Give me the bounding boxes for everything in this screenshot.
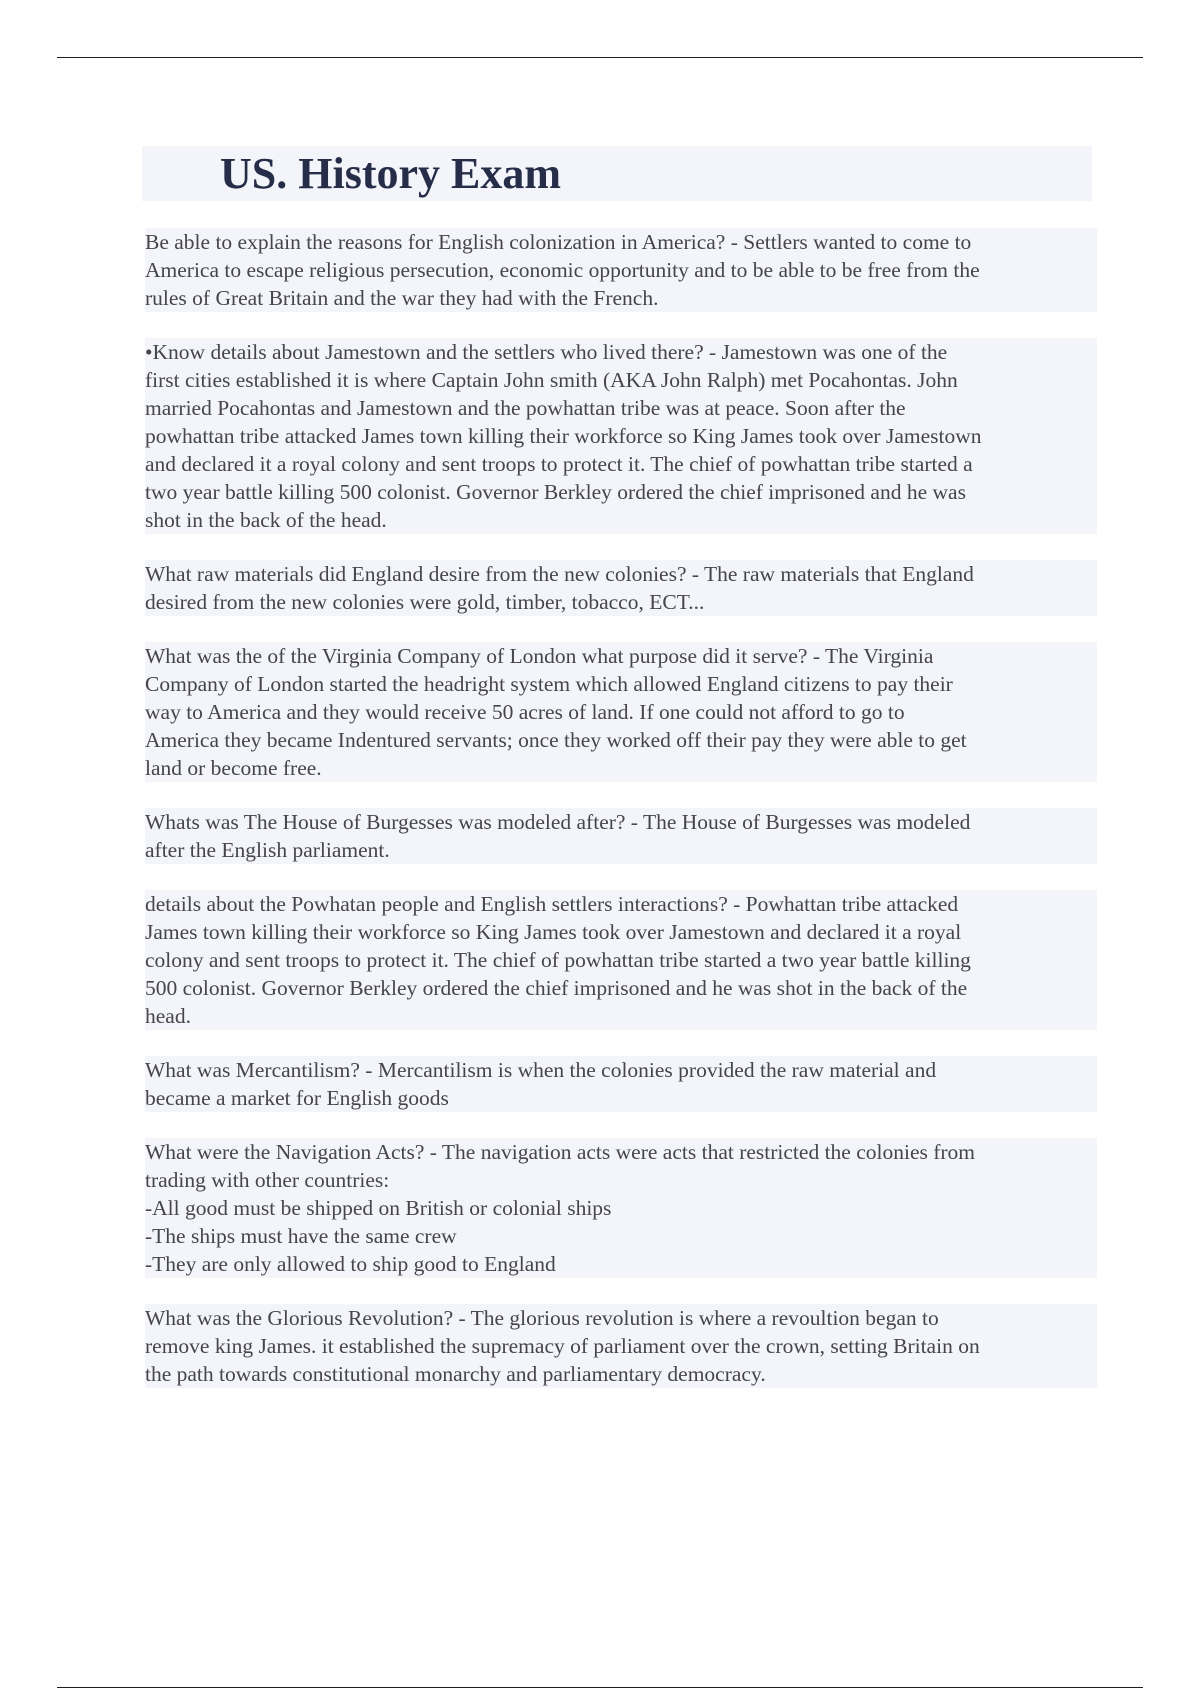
- qa-paragraph-navigation-acts: [145, 1138, 1097, 1278]
- paragraph-line: first cities established it is where Captain John smith (AKA John Ralph) met Pocahontas. John: [145, 368, 958, 392]
- paragraph-line: What was the of the Virginia Company of London what purpose did it serve? - The Virginia: [145, 644, 934, 668]
- paragraph-line: shot in the back of the head.: [145, 508, 387, 532]
- list-item: -All good must be shipped on British or colonial ships: [145, 1196, 612, 1220]
- list-item: -The ships must have the same crew: [145, 1224, 457, 1248]
- paragraph-line: land or become free.: [145, 756, 322, 780]
- paragraph-line: rules of Great Britain and the war they had with the French.: [145, 286, 659, 310]
- title-band: [142, 146, 1092, 201]
- paragraph-line: married Pocahontas and Jamestown and the powhattan tribe was at peace. Soon after the: [145, 396, 906, 420]
- qa-paragraph-powhatan: [145, 890, 1097, 1030]
- paragraph-line: details about the Powhatan people and English settlers interactions? - Powhattan tribe attacked: [145, 892, 959, 916]
- qa-paragraph-jamestown: [145, 338, 1097, 534]
- paragraph-line: became a market for English goods: [145, 1086, 449, 1110]
- paragraph-line: remove king James. it established the supremacy of parliament over the crown, setting Britain on: [145, 1334, 980, 1358]
- paragraph-line: after the English parliament.: [145, 838, 390, 862]
- qa-paragraph-glorious-revolution: [145, 1304, 1097, 1388]
- paragraph-line: trading with other countries:: [145, 1168, 390, 1192]
- paragraph-line: What raw materials did England desire from the new colonies? - The raw materials that England: [145, 562, 974, 586]
- page-title: US. History Exam: [220, 149, 561, 198]
- paragraph-line: desired from the new colonies were gold, timber, tobacco, ECT...: [145, 590, 705, 614]
- qa-paragraph-virginia-company: [145, 642, 1097, 782]
- paragraph-line: the path towards constitutional monarchy and parliamentary democracy.: [145, 1362, 766, 1386]
- paragraph-line: head.: [145, 1004, 191, 1028]
- qa-paragraph-house-of-burgesses: [145, 808, 1097, 864]
- paragraph-line: two year battle killing 500 colonist. Governor Berkley ordered the chief imprisoned and he was: [145, 480, 966, 504]
- paragraph-line: Company of London started the headright system which allowed England citizens to pay their: [145, 672, 953, 696]
- paragraph-line: What was the Glorious Revolution? - The glorious revolution is where a revoultion began to: [145, 1306, 939, 1330]
- qa-paragraph-raw-materials: [145, 560, 1097, 616]
- footer-rule: [57, 1687, 1143, 1688]
- paragraph-line: powhattan tribe attacked James town killing their workforce so King James took over Jamestown: [145, 424, 982, 448]
- paragraph-line: 500 colonist. Governor Berkley ordered the chief imprisoned and he was shot in the back of the: [145, 976, 968, 1000]
- paragraph-line: America to escape religious persecution, economic opportunity and to be able to be free from the: [145, 258, 980, 282]
- paragraph-line: colony and sent troops to protect it. The chief of powhattan tribe started a two year battle killing: [145, 948, 971, 972]
- paragraph-line: Be able to explain the reasons for English colonization in America? - Settlers wanted to come to: [145, 230, 972, 254]
- paragraph-line: and declared it a royal colony and sent troops to protect it. The chief of powhattan tribe started a: [145, 452, 973, 476]
- qa-paragraph-colonization: [145, 228, 1097, 312]
- qa-paragraph-mercantilism: [145, 1056, 1097, 1112]
- paragraph-line: James town killing their workforce so King James took over Jamestown and declared it a royal: [145, 920, 962, 944]
- list-item: -They are only allowed to ship good to England: [145, 1252, 556, 1276]
- paragraph-line: What were the Navigation Acts? - The navigation acts were acts that restricted the colonies from: [145, 1140, 976, 1164]
- paragraph-line: America they became Indentured servants; once they worked off their pay they were able to get: [145, 728, 967, 752]
- paragraph-line: •Know details about Jamestown and the settlers who lived there? - Jamestown was one of the: [145, 340, 948, 364]
- paragraph-line: Whats was The House of Burgesses was modeled after? - The House of Burgesses was modeled: [145, 810, 971, 834]
- paragraph-line: What was Mercantilism? - Mercantilism is when the colonies provided the raw material and: [145, 1058, 937, 1082]
- document-body: [145, 228, 1097, 1414]
- paragraph-line: way to America and they would receive 50 acres of land. If one could not afford to go to: [145, 700, 905, 724]
- header-rule: [57, 57, 1143, 58]
